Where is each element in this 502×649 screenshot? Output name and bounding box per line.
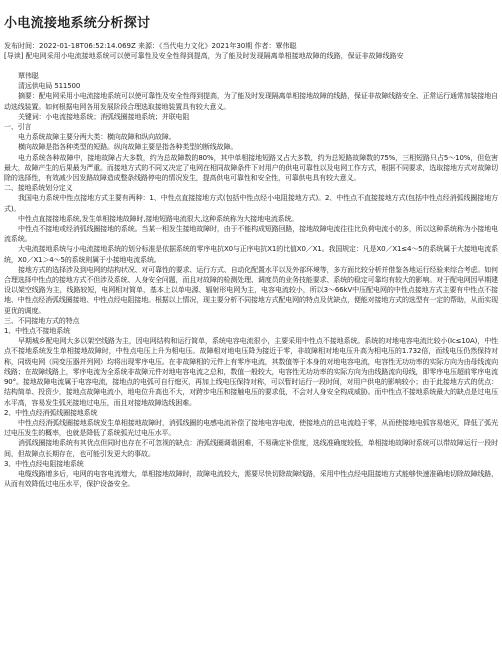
section-heading: 二、接地系统划分定义 [4,184,73,193]
body-paragraph: 电力系统故障主要分两大类：横向故障和纵向故障。 [18,133,176,142]
body-paragraph: 覃伟聪 [18,72,39,80]
body-paragraph: 电力系统各种故障中，接地故障占大多数，约为总故障数的80%，其中单相接地短路又占大多数，约为总短路故障数的75%，三相短路只占5～10%，但危害最大，故障产生的后果最为严重。而接地方式的不同又决定了电网在相同故障条件下对用户的供电可靠性以及电网工作方式，根据不同要求，选取接地方式对故障切除的选择性，有效减少因发路故障造成整条线路停电的情况发生，提高供电可靠性和安全性，可靠供电具有较大意义。 [4,153,498,183]
section-heading: 1、中性点不接地系统 [4,327,70,336]
guide-line: [导读] 配电网采用小电流接地系统可以使可靠性及安全性得到提高，为了能及时发现隔离单相接地故障的线路，保证非故障线路安 [4,52,404,60]
body-paragraph: 我国电力系统中性点接地方式主要有两种：1、中性点直接接地方式(包括中性点经小电阻接地方式)。2、中性点不直接接地方式(包括中性点经消弧线圈接地方式)。 [4,194,498,213]
section-heading: 2、中性点经消弧线圈接地系统 [4,408,98,417]
publication-meta: 发布时间：2022-01-18T06:52:14.069Z 来源：《当代电力文化》2021年30期 作者：覃伟聪 [4,42,297,50]
body-paragraph: 接地方式的选择涉及到电网的结构状况、对可靠性的要求、运行方式、自动化配置水平以及外部环境等，多方面比较分析并借鉴各地运行经验来综合考虑。如何合理选择中性点的接地方式不但涉及系统、人身安全问题，而且对故障的检测处理、调度员的业务技能要求、系统的稳定可靠均有较大的影响。对于配电网因早期建设以架空线路为主，线路较短，电网相对简单，基本上以单电源、辐射形电网为主，电容电流较小，所以3～66kV中压配电网的中性点接地方式主要有中性点不接地、中性点经消弧线圈接地、中性点经电阻接地。根据以上情况，现主要分析不同接地方式配电网的特点及优缺点，便能对接地方式的选型有一定的帮助，从而实现更优的调度。 [4,265,498,315]
body-paragraph: 消弧线圈接地系统有其优点但同时也存在不可忽视的缺点：消弧线圈调谐困难，不易确定补偿度，选线准确度较低，单相接地故障时系统可以带故障运行一段时间，但故障点长期存在，也可能引发更大的事故。 [4,439,498,458]
body-paragraph: 清远供电局 511500 [18,82,81,91]
section-heading: 一、引言 [4,123,32,132]
section-heading: 三、不同接地方式的特点 [4,316,80,325]
article-body [4,71,498,489]
body-paragraph: 中性点直接接地系统,发生单相接地故障时,接地短路电流很大,这种系统称为大接地电流系统。 [18,214,299,223]
body-paragraph: 电缆线路增多后，电网的电容电流增大，单相接地故障时，故障电流较大，需要尽快切除故障线路，采用中性点经电阻接地方式能够快速准确地切除故障线路，从而有效降低过电压水平，保护设备安全。 [4,469,498,489]
body-paragraph: 大电流接地系统与小电流接地系统的划分标准是依据系统的零序电抗X0与正序电抗X1的比值X0／X1。我国规定：凡是X0／X1≤4～5的系统属于大接地电流系统，X0／X1＞4～5的系统则属于小接地电流系统。 [4,245,498,264]
page-title: 小电流接地系统分析探讨 [4,16,151,31]
body-paragraph: 横向故障是指各种类型的短路。纵向故障主要是指各种类型的断线故障。 [18,143,238,152]
body-paragraph: 早期城乡配电网大多以架空线路为主，因电网结构和运行简单，系统电容电流很小，主要采用中性点不接地系统。系统的对地电容电流比较小(Ic≤10A)，中性点不接地系统发生单相接地故障时，中性点电压上升为相电压。故障相对地电压降为接近于零，非故障相对地电压升高为相电压的1.732倍，而线电压仍然保持对称，同级电网（同变压器并列网）均将出现零序电压。在非故障相的元件上有零序电流，其数值等于本身的对地电容电流，电容性无功功率的实际方向为由母线流向线路；在故障线路上，零序电流为全系统非故障元件对地电容电流之总和，数值一般较大，电容性无功功率的实际方向为由线路流向母线，即零序电压超前零序电流90°。接地故障电流属于电容电流，接地点的电弧可自行熄灭，再加上线电压保持对称，可以暂时运行一段时间，对用户供电的影响较小；由于此接地方式的优点：结构简单、投资少，接地点故障电流小，地电位升高也不大，对跨步电压和接触电压的要求低，不会对人身安全构成威胁。而中性点不接地系统最大的缺点是过电压水平高，容易发生弧光接地过电压，而且对接地故障选线困难。 [4,337,498,407]
body-paragraph: 摘要：配电网采用小电流接地系统可以使可靠性及安全性得到提高，为了能及时发现隔离单相接地故障的线路，保证非故障线路安全、正常运行通常加装接地自动选线装置。如何根据电网各用发展阶段合理选取接地装置具有较大意义。 [4,92,498,111]
body-paragraph: 中性点经消弧线圈接地系统发生单相接地故障时，消弧线圈的电感电流补偿了接地电容电流，使接地点的总电流趋于零，从而使接地电弧容易熄灭，降低了弧光过电压发生的概率，也就是降低了系统弧光过电压水平。 [4,418,498,438]
body-paragraph: 关键词：小电流接地系统；消弧线圈接地系统；并联电阻 [18,112,190,121]
body-paragraph: 中性点不接地或经消弧线圈接地的系统。当某一相发生接地故障时，由于不能构成短路回路，接地故障电流往往比负荷电流小的多，所以这种系统称为小接地电流系统。 [4,225,498,244]
section-heading: 3、中性点经电阻接地系统 [4,459,84,468]
